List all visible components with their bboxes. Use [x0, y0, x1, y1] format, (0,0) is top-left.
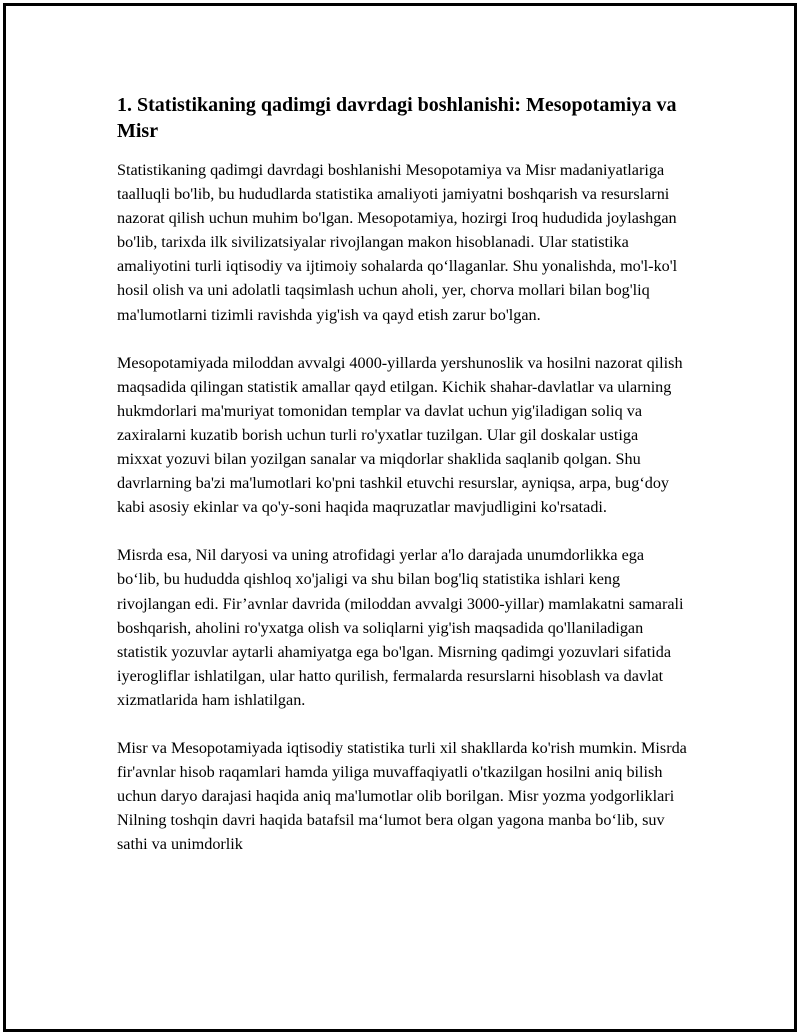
paragraph-4: Misr va Mesopotamiyada iqtisodiy statistika turli xil shakllarda ko'rish mumkin. Misrda fir'avnlar hisob raqamlari hamda yiliga muvaffaqiyatli o'tkazilgan hosilni aniq bilish uchun daryo darajasi haqida aniq ma'lumotlar olib borilgan. Misr yozma yodgorliklari Nilning toshqin davri haqida batafsil ma‘lumot bera olgan yagona manba bo‘lib, suv sathi va unimdorlik — [117, 738, 687, 854]
paragraph-1: Statistikaning qadimgi davrdagi boshlanishi Mesopotamiya va Misr madaniyatlariga taalluqli bo'lib, bu hududlarda statistika amaliyoti jamiyatni boshqarish va resurslarni nazorat qilish uchun muhim bo'lgan. Mesopotamiya, hozirgi Iroq hududida joylashgan bo'lib, tarixda ilk sivilizatsiyalar rivojlangan makon hisoblanadi. Ular statistika amaliyotini turli iqtisodiy va ijtimoiy sohalarda qo‘llaganlar. Shu yonalishda, mo'l-ko'l hosil olish va uni adolatli taqsimlash uchun aholi, yer, chorva mollari bilan bog'liq ma'lumotlarni tizimli ravishda yig'ish va qayd etish zarur bo'lgan. — [117, 161, 678, 324]
section-heading: 1. Statistikaning qadimgi davrdagi boshlanishi: Mesopotamiya va Misr — [117, 94, 677, 142]
paragraph-3: Misrda esa, Nil daryosi va uning atrofidagi yerlar a'lo darajada unumdorlikka ega bo‘lib, bu hududda qishloq xo'jaligi va shu bilan bog'liq statistika ishlari keng rivojlangan edi. Fir’avnlar davrida (miloddan avvalgi 3000-yillar) mamlakatni samarali boshqarish, aholini ro'yxatga olish va soliqlarni yig'ish maqsadida qo'llaniladigan statistik yozuvlar aytarli ahamiyatga ega bo'lgan. Misrning qadimgi yozuvlari sifatida iyerogliflar ishlatilgan, ular hatto qurilish, fermalarda resurslarni hisoblash va davlat xizmatlarida ham ishlatilgan. — [117, 546, 684, 709]
document-body — [117, 92, 687, 880]
paragraph-2: Mesopotamiyada miloddan avvalgi 4000-yillarda yershunoslik va hosilni nazorat qilish maqsadida qilingan statistik amallar qayd etilgan. Kichik shahar-davlatlar va ularning hukmdorlari ma'muriyat tomonidan templar va davlat uchun yig'iladigan soliq va zaxiralarni kuzatib borish uchun turli ro'yxatlar tuzilgan. Ular gil doskalar ustiga mixxat yozuvi bilan yozilgan sanalar va miqdorlar shaklida saqlanib qolgan. Shu davrlarning ba'zi ma'lumotlari ko'pni tashkil etuvchi resurslar, ayniqsa, arpa, bug‘doy kabi asosiy ekinlar va qo'y-soni haqida maqruzatlar mavjudligini ko'rsatadi. — [117, 353, 683, 517]
